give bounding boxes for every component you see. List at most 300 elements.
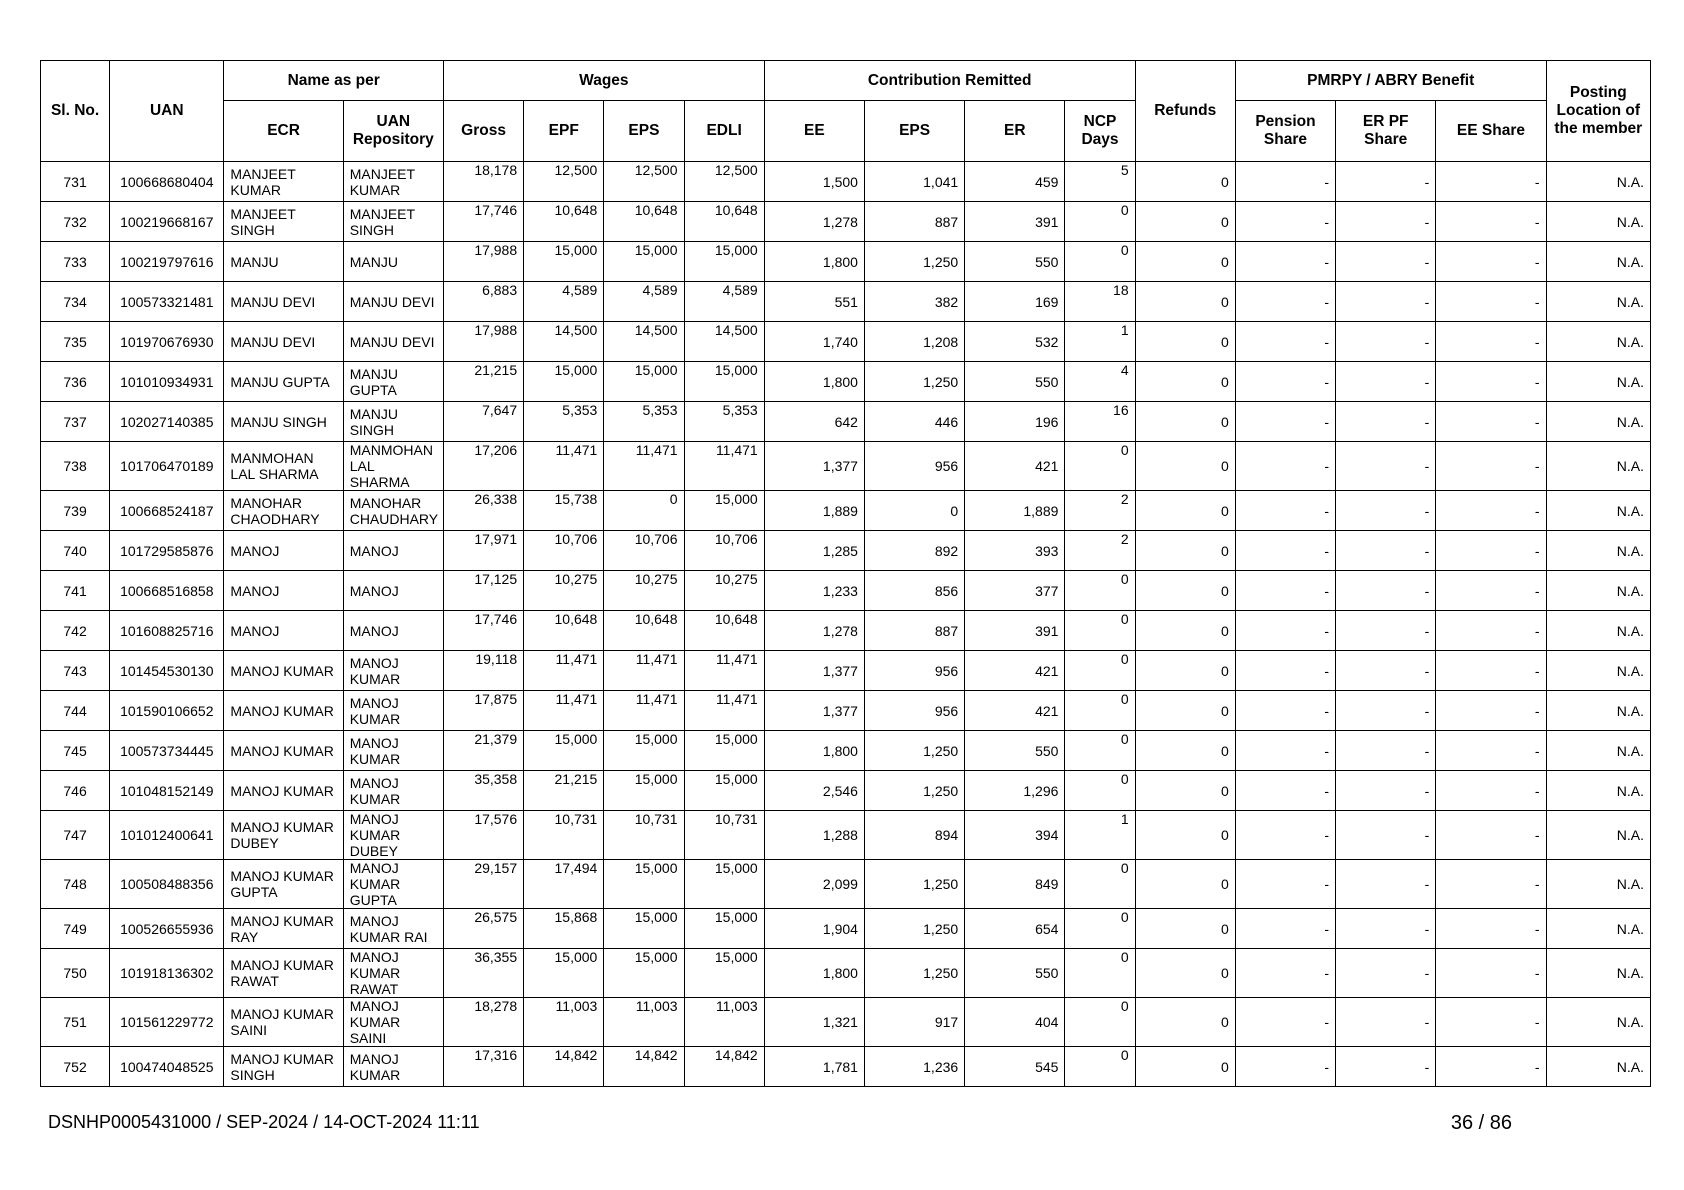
cell-gross: 21,215 xyxy=(443,362,523,402)
cell-ee: 1,233 xyxy=(764,571,864,611)
cell-epf: 12,500 xyxy=(524,162,604,202)
cell-ee-share: - xyxy=(1436,242,1546,282)
cell-name-uan-repository: MANOJ KUMAR DUBEY xyxy=(343,811,443,860)
cell-sl-no: 749 xyxy=(41,909,110,949)
cell-ee: 1,800 xyxy=(764,242,864,282)
header-sl-no: Sl. No. xyxy=(41,61,110,162)
header-refunds: Refunds xyxy=(1135,61,1235,162)
cell-ee-share: - xyxy=(1436,909,1546,949)
header-edli: EDLI xyxy=(684,101,764,162)
cell-eps: 11,471 xyxy=(604,651,684,691)
cell-posting-location: N.A. xyxy=(1546,162,1650,202)
cell-eps: 4,589 xyxy=(604,282,684,322)
cell-ee-share: - xyxy=(1436,162,1546,202)
cell-name-uan-repository: MANOJ KUMAR xyxy=(343,691,443,731)
cell-ncp-days: 16 xyxy=(1065,402,1135,442)
cell-gross: 36,355 xyxy=(443,949,523,998)
cell-eps: 11,471 xyxy=(604,691,684,731)
cell-name-uan-repository: MANOJ KUMAR GUPTA xyxy=(343,860,443,909)
cell-er: 421 xyxy=(965,442,1065,491)
cell-gross: 17,576 xyxy=(443,811,523,860)
cell-contribution-eps: 887 xyxy=(864,611,964,651)
cell-refunds: 0 xyxy=(1135,402,1235,442)
cell-name-uan-repository: MANOJ KUMAR xyxy=(343,1047,443,1087)
cell-pension-share: - xyxy=(1235,1047,1335,1087)
cell-er-pf-share: - xyxy=(1336,691,1436,731)
cell-contribution-eps: 894 xyxy=(864,811,964,860)
cell-eps: 0 xyxy=(604,491,684,531)
cell-epf: 4,589 xyxy=(524,282,604,322)
cell-contribution-eps: 956 xyxy=(864,651,964,691)
cell-uan: 100508488356 xyxy=(110,860,224,909)
cell-er: 550 xyxy=(965,362,1065,402)
cell-name-ecr: MANOJ xyxy=(224,571,343,611)
cell-er: 849 xyxy=(965,860,1065,909)
cell-edli: 11,471 xyxy=(684,442,764,491)
cell-ncp-days: 0 xyxy=(1065,571,1135,611)
cell-eps: 15,000 xyxy=(604,860,684,909)
cell-gross: 35,358 xyxy=(443,771,523,811)
cell-ncp-days: 1 xyxy=(1065,322,1135,362)
cell-epf: 14,842 xyxy=(524,1047,604,1087)
cell-edli: 15,000 xyxy=(684,909,764,949)
cell-er-pf-share: - xyxy=(1336,811,1436,860)
cell-pension-share: - xyxy=(1235,162,1335,202)
cell-contribution-eps: 1,250 xyxy=(864,362,964,402)
cell-refunds: 0 xyxy=(1135,322,1235,362)
cell-ncp-days: 5 xyxy=(1065,162,1135,202)
cell-pension-share: - xyxy=(1235,531,1335,571)
table-row xyxy=(41,651,1651,691)
cell-pension-share: - xyxy=(1235,811,1335,860)
cell-contribution-eps: 0 xyxy=(864,491,964,531)
cell-edli: 14,842 xyxy=(684,1047,764,1087)
cell-gross: 19,118 xyxy=(443,651,523,691)
cell-sl-no: 731 xyxy=(41,162,110,202)
cell-refunds: 0 xyxy=(1135,571,1235,611)
table-row xyxy=(41,362,1651,402)
cell-refunds: 0 xyxy=(1135,442,1235,491)
cell-eps: 10,731 xyxy=(604,811,684,860)
cell-posting-location: N.A. xyxy=(1546,651,1650,691)
cell-er: 550 xyxy=(965,731,1065,771)
cell-pension-share: - xyxy=(1235,949,1335,998)
cell-er: 394 xyxy=(965,811,1065,860)
cell-er-pf-share: - xyxy=(1336,242,1436,282)
cell-uan: 101729585876 xyxy=(110,531,224,571)
cell-eps: 15,000 xyxy=(604,731,684,771)
cell-edli: 10,648 xyxy=(684,611,764,651)
cell-er-pf-share: - xyxy=(1336,202,1436,242)
cell-er-pf-share: - xyxy=(1336,731,1436,771)
cell-ncp-days: 0 xyxy=(1065,691,1135,731)
cell-pension-share: - xyxy=(1235,402,1335,442)
table-row xyxy=(41,322,1651,362)
cell-epf: 11,471 xyxy=(524,651,604,691)
cell-posting-location: N.A. xyxy=(1546,571,1650,611)
cell-name-ecr: MANOJ KUMAR SAINI xyxy=(224,998,343,1047)
header-name-as-per: Name as per xyxy=(224,61,444,101)
cell-edli: 15,000 xyxy=(684,860,764,909)
cell-edli: 15,000 xyxy=(684,771,764,811)
cell-name-uan-repository: MANJU SINGH xyxy=(343,402,443,442)
cell-ee-share: - xyxy=(1436,442,1546,491)
cell-contribution-eps: 382 xyxy=(864,282,964,322)
header-posting-location: Posting Location of the member xyxy=(1546,61,1650,162)
cell-ee: 642 xyxy=(764,402,864,442)
cell-er: 393 xyxy=(965,531,1065,571)
cell-sl-no: 733 xyxy=(41,242,110,282)
cell-ee: 1,285 xyxy=(764,531,864,571)
cell-eps: 10,648 xyxy=(604,611,684,651)
cell-pension-share: - xyxy=(1235,571,1335,611)
cell-er-pf-share: - xyxy=(1336,651,1436,691)
cell-contribution-eps: 892 xyxy=(864,531,964,571)
header-gross: Gross xyxy=(443,101,523,162)
cell-refunds: 0 xyxy=(1135,651,1235,691)
cell-ee: 1,500 xyxy=(764,162,864,202)
cell-refunds: 0 xyxy=(1135,162,1235,202)
cell-name-uan-repository: MANJU GUPTA xyxy=(343,362,443,402)
cell-ee: 1,800 xyxy=(764,362,864,402)
cell-er-pf-share: - xyxy=(1336,860,1436,909)
cell-ncp-days: 0 xyxy=(1065,909,1135,949)
header-er: ER xyxy=(965,101,1065,162)
cell-sl-no: 734 xyxy=(41,282,110,322)
cell-pension-share: - xyxy=(1235,362,1335,402)
cell-gross: 17,125 xyxy=(443,571,523,611)
cell-gross: 18,278 xyxy=(443,998,523,1047)
cell-sl-no: 740 xyxy=(41,531,110,571)
cell-name-ecr: MANJU SINGH xyxy=(224,402,343,442)
cell-name-uan-repository: MANOJ KUMAR RAWAT xyxy=(343,949,443,998)
cell-ee-share: - xyxy=(1436,491,1546,531)
cell-er: 196 xyxy=(965,402,1065,442)
cell-uan: 102027140385 xyxy=(110,402,224,442)
cell-epf: 10,731 xyxy=(524,811,604,860)
cell-ee: 1,740 xyxy=(764,322,864,362)
cell-edli: 4,589 xyxy=(684,282,764,322)
table-row xyxy=(41,282,1651,322)
cell-er-pf-share: - xyxy=(1336,282,1436,322)
cell-edli: 15,000 xyxy=(684,362,764,402)
table-row xyxy=(41,402,1651,442)
cell-ncp-days: 18 xyxy=(1065,282,1135,322)
cell-uan: 101010934931 xyxy=(110,362,224,402)
cell-uan: 101706470189 xyxy=(110,442,224,491)
cell-uan: 101608825716 xyxy=(110,611,224,651)
cell-sl-no: 747 xyxy=(41,811,110,860)
table-row xyxy=(41,491,1651,531)
cell-ee-share: - xyxy=(1436,322,1546,362)
cell-ee-share: - xyxy=(1436,998,1546,1047)
table-row xyxy=(41,860,1651,909)
cell-ee: 1,781 xyxy=(764,1047,864,1087)
cell-name-uan-repository: MANOJ KUMAR xyxy=(343,651,443,691)
cell-eps: 11,003 xyxy=(604,998,684,1047)
cell-sl-no: 737 xyxy=(41,402,110,442)
cell-er: 1,296 xyxy=(965,771,1065,811)
cell-posting-location: N.A. xyxy=(1546,362,1650,402)
cell-ee-share: - xyxy=(1436,860,1546,909)
cell-refunds: 0 xyxy=(1135,811,1235,860)
header-pmrpy-abry: PMRPY / ABRY Benefit xyxy=(1235,61,1546,101)
cell-refunds: 0 xyxy=(1135,731,1235,771)
header-wages: Wages xyxy=(443,61,764,101)
cell-contribution-eps: 1,250 xyxy=(864,860,964,909)
cell-edli: 15,000 xyxy=(684,949,764,998)
cell-er-pf-share: - xyxy=(1336,362,1436,402)
cell-name-ecr: MANOJ xyxy=(224,531,343,571)
cell-ee: 1,377 xyxy=(764,691,864,731)
cell-er: 1,889 xyxy=(965,491,1065,531)
cell-pension-share: - xyxy=(1235,242,1335,282)
cell-posting-location: N.A. xyxy=(1546,811,1650,860)
cell-sl-no: 745 xyxy=(41,731,110,771)
cell-eps: 15,000 xyxy=(604,242,684,282)
cell-uan: 101454530130 xyxy=(110,651,224,691)
cell-ee-share: - xyxy=(1436,362,1546,402)
cell-refunds: 0 xyxy=(1135,1047,1235,1087)
cell-ee-share: - xyxy=(1436,282,1546,322)
cell-sl-no: 752 xyxy=(41,1047,110,1087)
cell-er-pf-share: - xyxy=(1336,531,1436,571)
cell-ncp-days: 4 xyxy=(1065,362,1135,402)
cell-gross: 17,746 xyxy=(443,611,523,651)
cell-er: 421 xyxy=(965,691,1065,731)
cell-er: 404 xyxy=(965,998,1065,1047)
table-row xyxy=(41,949,1651,998)
cell-gross: 6,883 xyxy=(443,282,523,322)
cell-name-ecr: MANJU xyxy=(224,242,343,282)
cell-pension-share: - xyxy=(1235,202,1335,242)
cell-er: 391 xyxy=(965,611,1065,651)
cell-ee-share: - xyxy=(1436,949,1546,998)
cell-gross: 17,746 xyxy=(443,202,523,242)
cell-name-ecr: MANOJ KUMAR DUBEY xyxy=(224,811,343,860)
cell-name-ecr: MANOJ KUMAR RAWAT xyxy=(224,949,343,998)
cell-edli: 15,000 xyxy=(684,491,764,531)
cell-refunds: 0 xyxy=(1135,860,1235,909)
cell-gross: 17,988 xyxy=(443,322,523,362)
cell-edli: 10,275 xyxy=(684,571,764,611)
cell-ee: 1,278 xyxy=(764,611,864,651)
cell-ee: 1,288 xyxy=(764,811,864,860)
cell-refunds: 0 xyxy=(1135,362,1235,402)
header-contribution-eps: EPS xyxy=(864,101,964,162)
cell-uan: 100573734445 xyxy=(110,731,224,771)
cell-name-uan-repository: MANOJ KUMAR xyxy=(343,771,443,811)
cell-pension-share: - xyxy=(1235,691,1335,731)
header-uan: UAN xyxy=(110,61,224,162)
table-row xyxy=(41,771,1651,811)
cell-contribution-eps: 917 xyxy=(864,998,964,1047)
cell-ee-share: - xyxy=(1436,771,1546,811)
table-row xyxy=(41,571,1651,611)
cell-posting-location: N.A. xyxy=(1546,242,1650,282)
table-row xyxy=(41,691,1651,731)
cell-posting-location: N.A. xyxy=(1546,202,1650,242)
cell-edli: 11,471 xyxy=(684,691,764,731)
cell-sl-no: 748 xyxy=(41,860,110,909)
header-ee-share: EE Share xyxy=(1436,101,1546,162)
cell-uan: 101918136302 xyxy=(110,949,224,998)
table-row xyxy=(41,442,1651,491)
table-row xyxy=(41,531,1651,571)
cell-name-ecr: MANOJ xyxy=(224,611,343,651)
cell-sl-no: 741 xyxy=(41,571,110,611)
cell-gross: 26,338 xyxy=(443,491,523,531)
cell-pension-share: - xyxy=(1235,611,1335,651)
cell-refunds: 0 xyxy=(1135,949,1235,998)
header-ncp-days: NCP Days xyxy=(1065,101,1135,162)
cell-ee-share: - xyxy=(1436,691,1546,731)
cell-epf: 17,494 xyxy=(524,860,604,909)
cell-edli: 5,353 xyxy=(684,402,764,442)
cell-epf: 11,471 xyxy=(524,691,604,731)
cell-uan: 101561229772 xyxy=(110,998,224,1047)
cell-refunds: 0 xyxy=(1135,282,1235,322)
cell-name-ecr: MANOJ KUMAR xyxy=(224,771,343,811)
cell-contribution-eps: 1,041 xyxy=(864,162,964,202)
cell-ee: 2,099 xyxy=(764,860,864,909)
cell-sl-no: 735 xyxy=(41,322,110,362)
cell-ee-share: - xyxy=(1436,1047,1546,1087)
cell-ee-share: - xyxy=(1436,202,1546,242)
cell-epf: 15,000 xyxy=(524,949,604,998)
cell-er-pf-share: - xyxy=(1336,1047,1436,1087)
cell-contribution-eps: 1,250 xyxy=(864,242,964,282)
cell-posting-location: N.A. xyxy=(1546,442,1650,491)
cell-er: 550 xyxy=(965,242,1065,282)
cell-pension-share: - xyxy=(1235,491,1335,531)
header-ecr: ECR xyxy=(224,101,343,162)
cell-epf: 5,353 xyxy=(524,402,604,442)
cell-name-uan-repository: MANJU xyxy=(343,242,443,282)
cell-gross: 21,379 xyxy=(443,731,523,771)
table-row xyxy=(41,998,1651,1047)
cell-posting-location: N.A. xyxy=(1546,322,1650,362)
cell-er-pf-share: - xyxy=(1336,402,1436,442)
cell-contribution-eps: 1,236 xyxy=(864,1047,964,1087)
cell-uan: 100526655936 xyxy=(110,909,224,949)
cell-pension-share: - xyxy=(1235,442,1335,491)
cell-name-uan-repository: MANOJ xyxy=(343,571,443,611)
header-uan-repository: UAN Repository xyxy=(343,101,443,162)
cell-sl-no: 743 xyxy=(41,651,110,691)
cell-gross: 26,575 xyxy=(443,909,523,949)
cell-ee-share: - xyxy=(1436,611,1546,651)
cell-name-ecr: MANOHAR CHAODHARY xyxy=(224,491,343,531)
cell-eps: 15,000 xyxy=(604,949,684,998)
cell-sl-no: 732 xyxy=(41,202,110,242)
table-row xyxy=(41,202,1651,242)
header-eps: EPS xyxy=(604,101,684,162)
cell-uan: 100668516858 xyxy=(110,571,224,611)
cell-ee-share: - xyxy=(1436,651,1546,691)
cell-sl-no: 739 xyxy=(41,491,110,531)
cell-edli: 15,000 xyxy=(684,242,764,282)
cell-name-ecr: MANOJ KUMAR RAY xyxy=(224,909,343,949)
cell-ee-share: - xyxy=(1436,402,1546,442)
header-contribution-remitted: Contribution Remitted xyxy=(764,61,1135,101)
cell-name-ecr: MANOJ KUMAR xyxy=(224,731,343,771)
cell-edli: 12,500 xyxy=(684,162,764,202)
cell-er: 459 xyxy=(965,162,1065,202)
cell-name-ecr: MANJU DEVI xyxy=(224,322,343,362)
cell-name-ecr: MANJU GUPTA xyxy=(224,362,343,402)
cell-er-pf-share: - xyxy=(1336,949,1436,998)
table-row xyxy=(41,811,1651,860)
cell-epf: 15,000 xyxy=(524,731,604,771)
cell-ncp-days: 2 xyxy=(1065,531,1135,571)
cell-name-ecr: MANJEET SINGH xyxy=(224,202,343,242)
table-body xyxy=(41,162,1651,1087)
cell-epf: 11,003 xyxy=(524,998,604,1047)
cell-eps: 5,353 xyxy=(604,402,684,442)
cell-posting-location: N.A. xyxy=(1546,491,1650,531)
cell-posting-location: N.A. xyxy=(1546,771,1650,811)
cell-name-ecr: MANOJ KUMAR GUPTA xyxy=(224,860,343,909)
cell-sl-no: 751 xyxy=(41,998,110,1047)
cell-ncp-days: 0 xyxy=(1065,202,1135,242)
cell-name-uan-repository: MANOJ KUMAR xyxy=(343,731,443,771)
header-epf: EPF xyxy=(524,101,604,162)
cell-er: 377 xyxy=(965,571,1065,611)
cell-posting-location: N.A. xyxy=(1546,909,1650,949)
cell-refunds: 0 xyxy=(1135,611,1235,651)
cell-er-pf-share: - xyxy=(1336,771,1436,811)
cell-gross: 17,971 xyxy=(443,531,523,571)
cell-epf: 15,868 xyxy=(524,909,604,949)
cell-uan: 101590106652 xyxy=(110,691,224,731)
cell-posting-location: N.A. xyxy=(1546,731,1650,771)
cell-er: 532 xyxy=(965,322,1065,362)
cell-ncp-days: 0 xyxy=(1065,611,1135,651)
cell-refunds: 0 xyxy=(1135,998,1235,1047)
cell-uan: 100668524187 xyxy=(110,491,224,531)
ecr-member-table xyxy=(40,60,1651,1087)
cell-er: 654 xyxy=(965,909,1065,949)
cell-contribution-eps: 1,250 xyxy=(864,771,964,811)
cell-ee: 1,377 xyxy=(764,442,864,491)
cell-posting-location: N.A. xyxy=(1546,860,1650,909)
header-ee: EE xyxy=(764,101,864,162)
cell-epf: 15,000 xyxy=(524,242,604,282)
header-er-pf-share: ER PF Share xyxy=(1336,101,1436,162)
cell-refunds: 0 xyxy=(1135,242,1235,282)
cell-edli: 10,648 xyxy=(684,202,764,242)
cell-ee: 1,800 xyxy=(764,731,864,771)
cell-gross: 7,647 xyxy=(443,402,523,442)
cell-er: 391 xyxy=(965,202,1065,242)
cell-er-pf-share: - xyxy=(1336,442,1436,491)
cell-posting-location: N.A. xyxy=(1546,998,1650,1047)
cell-name-ecr: MANMOHAN LAL SHARMA xyxy=(224,442,343,491)
cell-posting-location: N.A. xyxy=(1546,691,1650,731)
cell-epf: 10,706 xyxy=(524,531,604,571)
cell-ncp-days: 0 xyxy=(1065,860,1135,909)
cell-er-pf-share: - xyxy=(1336,909,1436,949)
cell-ee: 1,278 xyxy=(764,202,864,242)
cell-name-ecr: MANOJ KUMAR xyxy=(224,651,343,691)
cell-name-uan-repository: MANOJ xyxy=(343,611,443,651)
cell-er: 169 xyxy=(965,282,1065,322)
cell-name-ecr: MANOJ KUMAR xyxy=(224,691,343,731)
cell-refunds: 0 xyxy=(1135,531,1235,571)
cell-contribution-eps: 1,250 xyxy=(864,949,964,998)
cell-name-ecr: MANJU DEVI xyxy=(224,282,343,322)
